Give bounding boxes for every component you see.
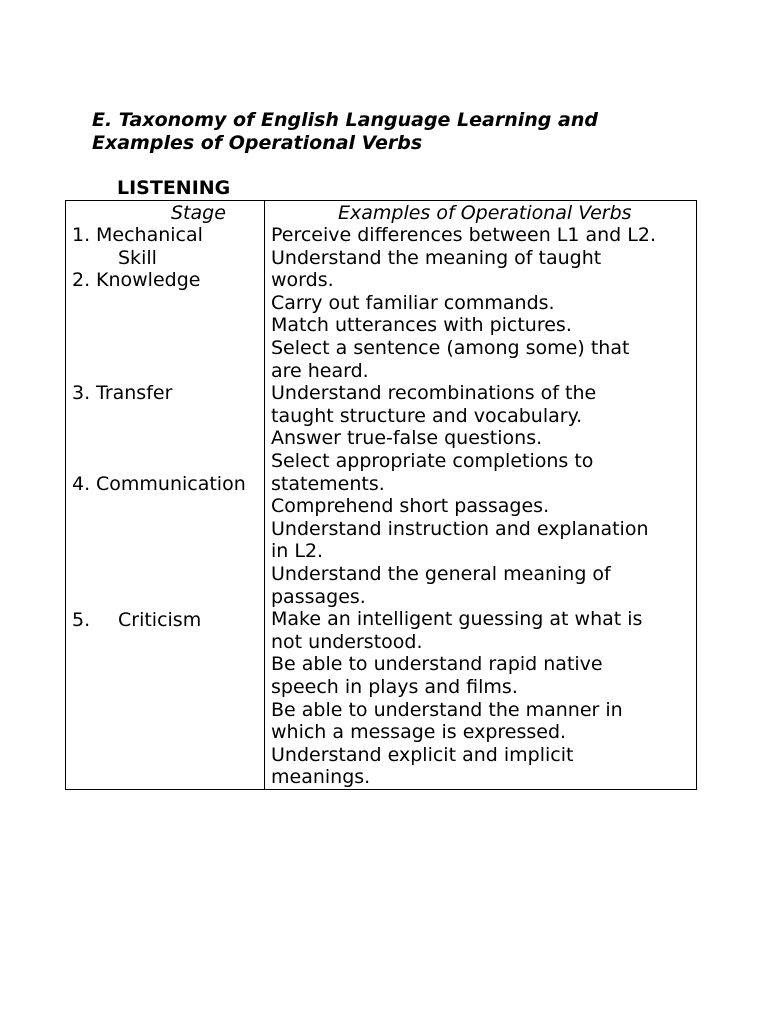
verb-line: meanings.	[271, 766, 371, 789]
section-label-listening: LISTENING	[117, 177, 231, 199]
stage-number: 1.	[72, 224, 91, 246]
stage-label: Knowledge	[96, 269, 201, 291]
taxonomy-table	[65, 200, 697, 790]
verb-line: taught structure and vocabulary.	[271, 404, 583, 427]
verb-line: statements.	[271, 472, 385, 495]
verb-line: Match utterances with pictures.	[271, 314, 572, 337]
verb-line: passages.	[271, 585, 366, 608]
verb-line: Comprehend short passages.	[271, 495, 550, 518]
verb-line: Be able to understand rapid native	[271, 653, 603, 676]
verb-line: Understand the general meaning of	[271, 563, 611, 585]
stage-label: Transfer	[96, 382, 173, 404]
stage-label: Communication	[96, 473, 246, 495]
stage-label: Mechanical	[96, 224, 203, 246]
heading-line-2: Examples of Operational Verbs	[92, 132, 423, 154]
verb-line: Carry out familiar commands.	[271, 291, 555, 314]
stage-column	[66, 201, 264, 789]
verb-line: Understand recombinations of the	[271, 382, 597, 405]
heading-line-1: E. Taxonomy of English Language Learning and	[92, 109, 598, 131]
stage-label-continued: Skill	[118, 246, 157, 269]
stage-number: 3.	[72, 382, 91, 404]
verb-line: are heard.	[271, 359, 369, 382]
verb-line: Make an intelligent guessing at what is	[271, 608, 643, 631]
verb-line: which a message is expressed.	[271, 721, 567, 744]
verb-line: Select a sentence (among some) that	[271, 337, 630, 359]
verb-line: not understood.	[271, 630, 423, 653]
verb-line: Understand explicit and implicit	[271, 743, 574, 766]
verb-line: Be able to understand the manner in	[271, 698, 623, 721]
verb-line: Select appropriate completions to	[271, 450, 594, 472]
verb-line: in L2.	[271, 540, 324, 563]
document-heading	[92, 109, 712, 155]
verb-line: words.	[271, 269, 334, 292]
stage-number: 2.	[72, 269, 91, 291]
stage-number: 5.	[72, 609, 91, 631]
stage-column-header: Stage	[171, 202, 226, 224]
verb-line: Answer true-false questions.	[271, 427, 543, 450]
operational-verbs-column	[271, 201, 696, 789]
verb-line: Understand the meaning of taught	[271, 246, 602, 269]
verb-line: Understand instruction and explanation	[271, 517, 649, 540]
stage-label: Criticism	[118, 609, 202, 631]
column-divider	[264, 201, 265, 789]
verbs-column-header: Examples of Operational Verbs	[338, 202, 632, 224]
verb-line: speech in plays and films.	[271, 676, 518, 698]
stage-number: 4.	[72, 473, 91, 495]
verb-line: Perceive differences between L1 and L2.	[271, 224, 656, 246]
